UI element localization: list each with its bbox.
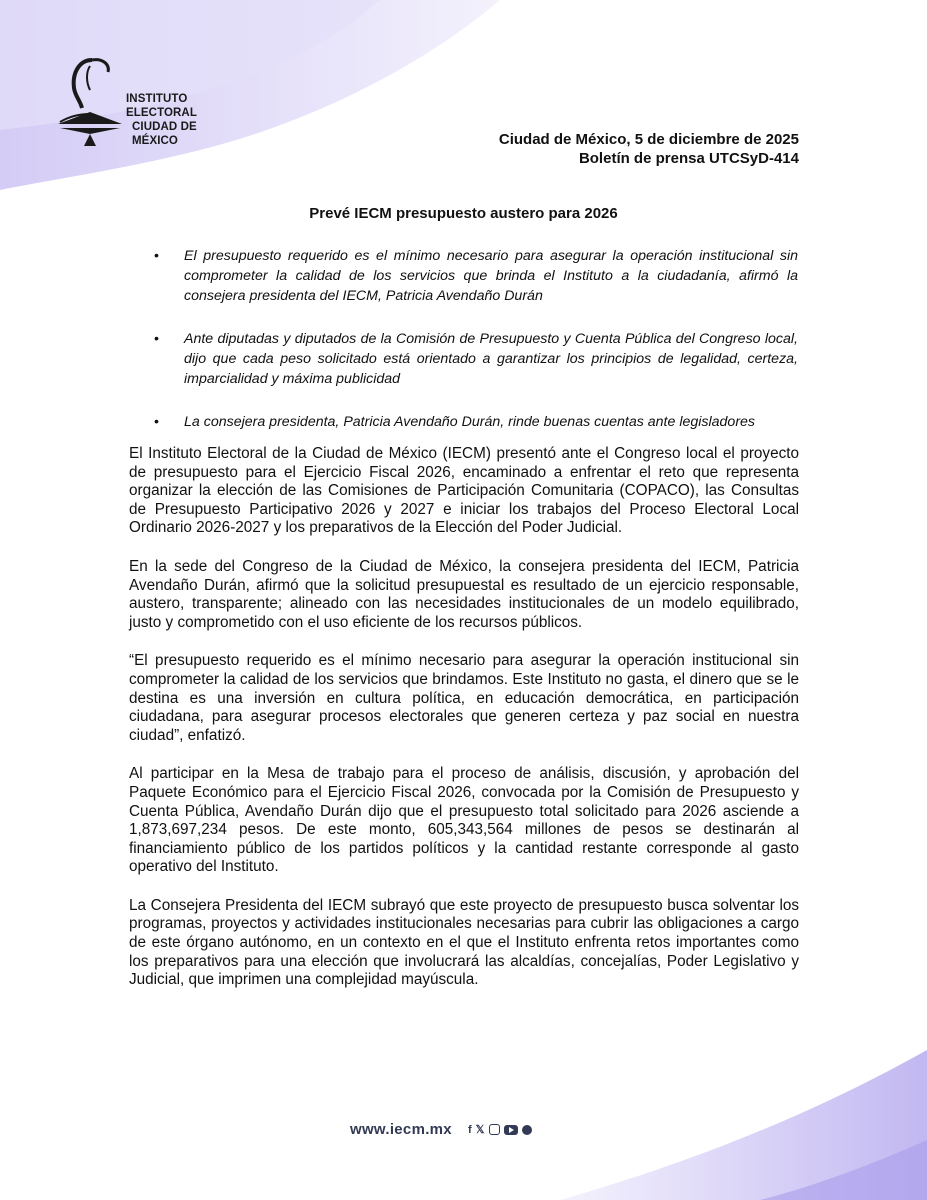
bullet-dot-icon: • [154,331,159,347]
paragraph: El Instituto Electoral de la Ciudad de México (IECM) presentó ante el Congreso local el proyecto de presupuesto para el Ejercicio Fiscal 2026, encaminado a enfrentar el reto que representa organizar la elección de las Comisiones de Participación Comunitaria (COPACO), las Consultas de Presupuesto Participativo 2026 y 2027 e iniciar los trabajos del Proceso Electoral Local Ordinario 2026-2027 y los preparativos de la Elección del Poder Judicial. [129,445,799,537]
logo-text [126,92,230,148]
paragraph: Al participar en la Mesa de trabajo para el proceso de análisis, discusión, y aprobación del Paquete Económico para el Ejercicio Fiscal 2026, convocada por la Comisión de Presupuesto y Cuenta Pública, Avendaño Durán dijo que el presupuesto total solicitado para 2026 asciende a 1,873,697,234 pesos. De este monto, 605,343,564 millones de pesos se destinarán al financiamiento público de los partidos políticos y la cantidad restante corresponde al gasto operativo del Instituto. [129,765,799,876]
facebook-icon[interactable]: f [467,1123,472,1136]
logo-line-2: CIUDAD DE MÉXICO [132,121,197,147]
instagram-icon[interactable] [489,1124,500,1135]
press-title: Prevé IECM presupuesto austero para 2026 [309,205,618,222]
paragraph: “El presupuesto requerido es el mínimo necesario para asegurar la operación institucional sin comprometer la calidad de los servicios que brindamos. Este Instituto no gasta, el dinero que se le destina es una inversión en cultura política, en educación democrática, en participación ciudadana, para asegurar procesos electorales que generen certeza y paz social en nuestra ciudad”, enfatizó. [129,652,799,744]
youtube-icon[interactable] [504,1125,518,1135]
website-link[interactable]: www.iecm.mx [350,1121,452,1138]
footer [350,1121,532,1138]
bullet-item: • El presupuesto requerido es el mínimo necesario para asegurar la operación institucional sin comprometer la calidad de los servicios que brinda el Instituto a la ciudadanía, afirmó la consejera presidenta del IECM, Patricia Avendaño Durán [154,248,798,304]
bullet-dot-icon: • [154,414,159,430]
article-body [129,445,799,1010]
press-header [499,130,799,168]
bullet-dot-icon: • [154,248,159,264]
tiktok-icon[interactable] [522,1125,532,1135]
paragraph: En la sede del Congreso de la Ciudad de México, la consejera presidenta del IECM, Patricia Avendaño Durán, afirmó que la solicitud presupuestal es resultado de un ejercicio responsable, austero, transparente; alineado con las necesidades institucionales de un modelo equilibrado, justo y comprometido con el uso eficiente de los recursos públicos. [129,557,799,631]
iecm-logo [50,52,230,152]
bulletin-number: Boletín de prensa UTCSyD-414 [578,150,799,167]
bullet-item: • Ante diputadas y diputados de la Comisión de Presupuesto y Cuenta Pública del Congreso local, dijo que cada peso solicitado está orientado a garantizar los principios de legalidad, certeza, imparcialidad y máxima publicidad [154,331,798,387]
date-line: Ciudad de México, 5 de diciembre de 2025 [498,131,799,148]
summary-bullets [152,246,798,455]
bullet-item: • La consejera presidenta, Patricia Avendaño Durán, rinde buenas cuentas ante legisladores [154,414,756,430]
logo-line-1: INSTITUTO ELECTORAL [126,93,197,119]
x-icon[interactable]: 𝕏 [475,1124,485,1136]
paragraph: La Consejera Presidenta del IECM subrayó que este proyecto de presupuesto busca solventar los programas, proyectos y actividades institucionales necesarias para cubrir las obligaciones a cargo de este órgano autónomo, en un contexto en el que el Instituto enfrenta retos importantes como los preparativos para una elección que involucrará las alcaldías, concejalías, Poder Legislativo y Judicial, que imprimen una complejidad mayúscula. [129,896,799,989]
social-icons [468,1123,532,1136]
